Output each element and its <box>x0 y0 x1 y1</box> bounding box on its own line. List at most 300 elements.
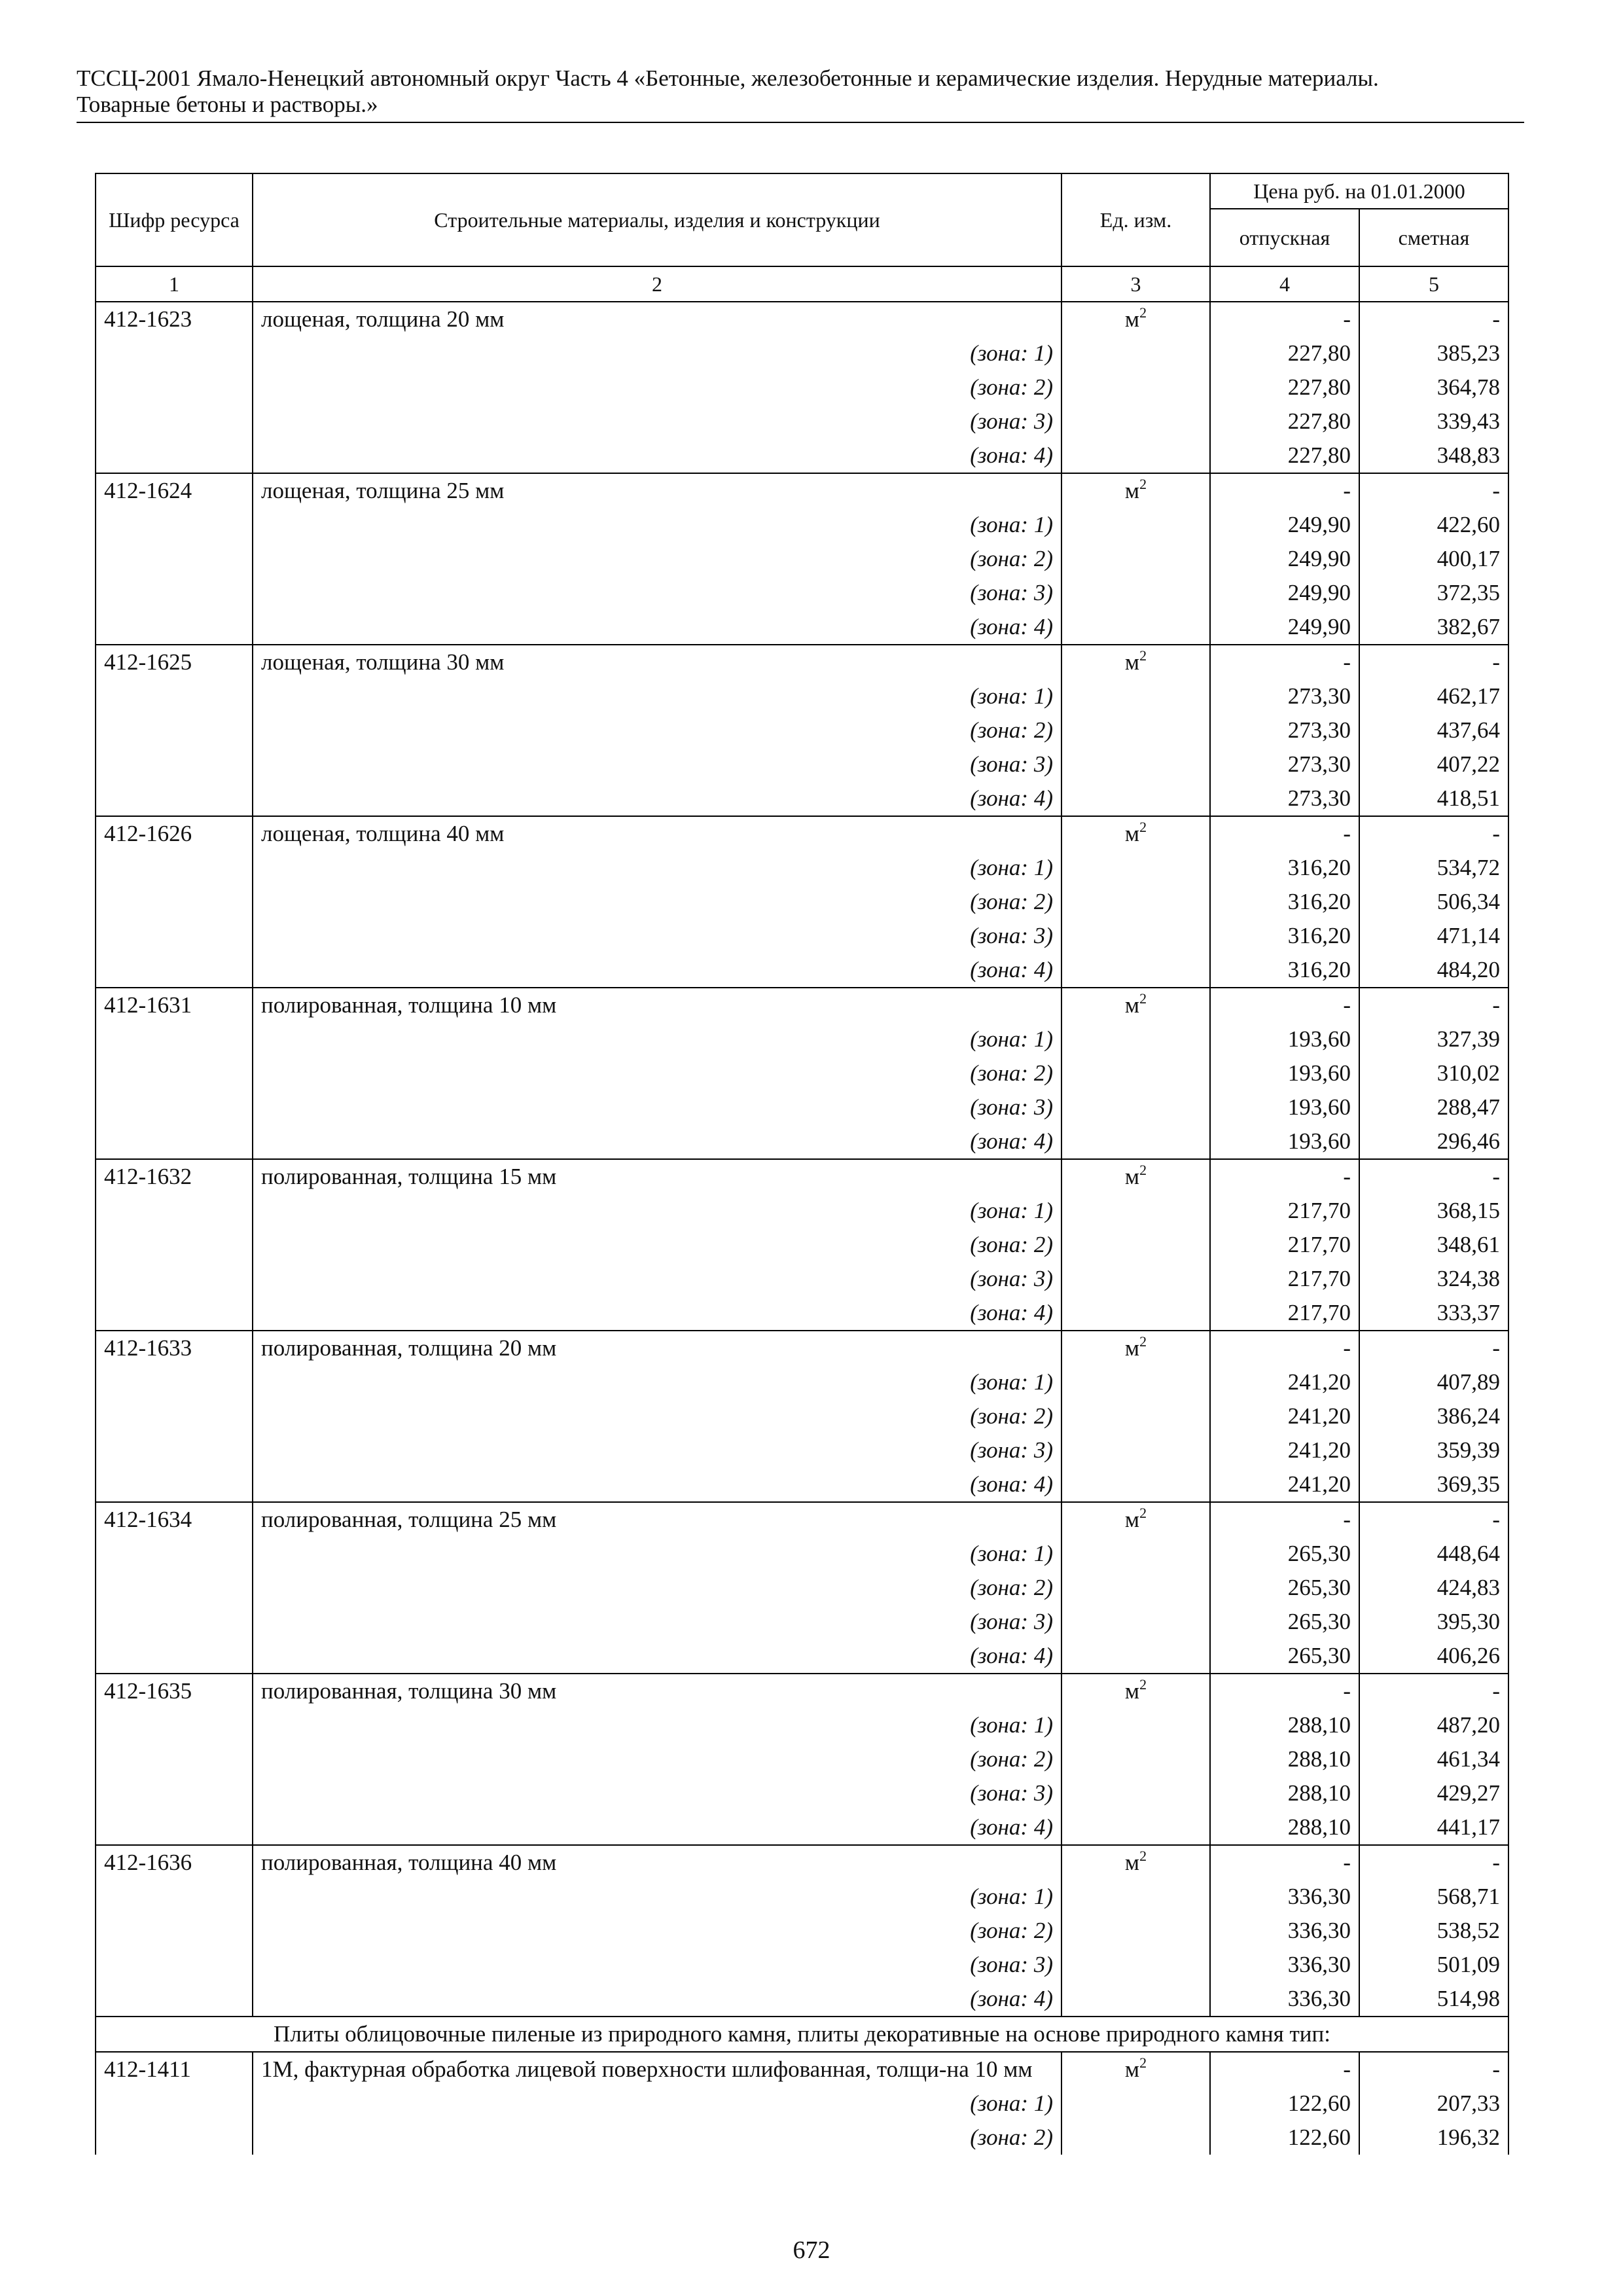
material-name: полированная, толщина 30 мм <box>253 1674 1061 1708</box>
material-name: полированная, толщина 10 мм <box>253 988 1061 1022</box>
empty-code-cell <box>96 576 253 610</box>
price-smetnaya: 327,39 <box>1359 1022 1508 1056</box>
empty-unit-cell <box>1061 508 1210 542</box>
table-row-item <box>96 473 1508 508</box>
price-smetnaya: - <box>1359 473 1508 508</box>
price-smetnaya: 471,14 <box>1359 919 1508 953</box>
resource-code: 412-1635 <box>96 1674 253 1708</box>
price-otpusknaya: 273,30 <box>1210 679 1359 713</box>
table-row-zone <box>96 919 1508 953</box>
price-otpusknaya: 241,20 <box>1210 1433 1359 1467</box>
empty-unit-cell <box>1061 781 1210 816</box>
material-name: лощеная, толщина 30 мм <box>253 645 1061 679</box>
price-otpusknaya: - <box>1210 1845 1359 1880</box>
price-smetnaya: - <box>1359 1845 1508 1880</box>
empty-code-cell <box>96 2121 253 2155</box>
empty-code-cell <box>96 1399 253 1433</box>
empty-unit-cell <box>1061 1433 1210 1467</box>
price-otpusknaya: 273,30 <box>1210 747 1359 781</box>
price-otpusknaya: - <box>1210 302 1359 336</box>
empty-code-cell <box>96 404 253 439</box>
price-otpusknaya: - <box>1210 1331 1359 1365</box>
price-smetnaya: 207,33 <box>1359 2087 1508 2121</box>
col-number-1: 1 <box>96 266 253 302</box>
price-smetnaya: 461,34 <box>1359 1742 1508 1776</box>
empty-unit-cell <box>1061 1605 1210 1639</box>
resource-code: 412-1623 <box>96 302 253 336</box>
material-name: полированная, толщина 15 мм <box>253 1159 1061 1194</box>
zone-label: (зона: 1) <box>253 1194 1061 1228</box>
resource-code: 412-1625 <box>96 645 253 679</box>
zone-label: (зона: 1) <box>253 1365 1061 1399</box>
empty-unit-cell <box>1061 1124 1210 1159</box>
table-row-section <box>96 2017 1508 2052</box>
zone-label: (зона: 1) <box>253 336 1061 370</box>
price-smetnaya: 506,34 <box>1359 885 1508 919</box>
table-row-zone <box>96 1537 1508 1571</box>
table-row-zone <box>96 1742 1508 1776</box>
price-otpusknaya: - <box>1210 645 1359 679</box>
empty-unit-cell <box>1061 1296 1210 1331</box>
price-otpusknaya: 193,60 <box>1210 1056 1359 1090</box>
resource-code: 412-1632 <box>96 1159 253 1194</box>
col-header-otpusknaya: отпускная <box>1210 209 1359 266</box>
unit-superscript: 2 <box>1139 304 1147 321</box>
col-header-code <box>96 173 253 266</box>
empty-code-cell <box>96 1262 253 1296</box>
empty-code-cell <box>96 1605 253 1639</box>
unit-symbol: м <box>1124 478 1140 503</box>
price-smetnaya: 288,47 <box>1359 1090 1508 1124</box>
price-smetnaya: 429,27 <box>1359 1776 1508 1810</box>
material-name: полированная, толщина 40 мм <box>253 1845 1061 1880</box>
table-row-zone <box>96 1124 1508 1159</box>
price-otpusknaya: 193,60 <box>1210 1090 1359 1124</box>
price-otpusknaya: 273,30 <box>1210 781 1359 816</box>
table-row-zone <box>96 1262 1508 1296</box>
unit-symbol: м <box>1124 2056 1140 2082</box>
empty-code-cell <box>96 919 253 953</box>
material-name: лощеная, толщина 20 мм <box>253 302 1061 336</box>
col-number-3: 3 <box>1061 266 1210 302</box>
zone-label: (зона: 4) <box>253 1810 1061 1845</box>
unit-cell <box>1061 473 1210 508</box>
price-otpusknaya: 336,30 <box>1210 1880 1359 1914</box>
price-otpusknaya: 217,70 <box>1210 1296 1359 1331</box>
price-smetnaya: 348,83 <box>1359 439 1508 473</box>
table-row-zone <box>96 781 1508 816</box>
table-row-zone <box>96 2087 1508 2121</box>
unit-cell <box>1061 988 1210 1022</box>
unit-superscript: 2 <box>1139 1333 1147 1350</box>
price-smetnaya: 395,30 <box>1359 1605 1508 1639</box>
zone-label: (зона: 3) <box>253 919 1061 953</box>
empty-unit-cell <box>1061 1708 1210 1742</box>
price-otpusknaya: 217,70 <box>1210 1194 1359 1228</box>
empty-unit-cell <box>1061 1742 1210 1776</box>
unit-superscript: 2 <box>1139 647 1147 664</box>
table-row-zone <box>96 1605 1508 1639</box>
price-table <box>95 173 1509 2155</box>
unit-superscript: 2 <box>1139 1848 1147 1864</box>
price-otpusknaya: 227,80 <box>1210 439 1359 473</box>
zone-label: (зона: 3) <box>253 1262 1061 1296</box>
empty-unit-cell <box>1061 1467 1210 1502</box>
price-otpusknaya: 265,30 <box>1210 1639 1359 1674</box>
zone-label: (зона: 1) <box>253 1022 1061 1056</box>
unit-cell <box>1061 1845 1210 1880</box>
zone-label: (зона: 3) <box>253 1776 1061 1810</box>
price-smetnaya: - <box>1359 2052 1508 2087</box>
unit-cell <box>1061 1502 1210 1537</box>
unit-symbol: м <box>1124 1507 1140 1532</box>
empty-unit-cell <box>1061 2121 1210 2155</box>
empty-code-cell <box>96 508 253 542</box>
price-otpusknaya: 227,80 <box>1210 370 1359 404</box>
unit-cell <box>1061 1159 1210 1194</box>
price-otpusknaya: 249,90 <box>1210 610 1359 645</box>
table-row-item <box>96 816 1508 851</box>
price-otpusknaya: 316,20 <box>1210 953 1359 988</box>
price-otpusknaya: 316,20 <box>1210 919 1359 953</box>
empty-code-cell <box>96 713 253 747</box>
zone-label: (зона: 1) <box>253 2087 1061 2121</box>
empty-unit-cell <box>1061 2087 1210 2121</box>
unit-symbol: м <box>1124 649 1140 675</box>
zone-label: (зона: 4) <box>253 781 1061 816</box>
zone-label: (зона: 4) <box>253 1124 1061 1159</box>
empty-unit-cell <box>1061 1880 1210 1914</box>
table-row-zone <box>96 610 1508 645</box>
price-smetnaya: 333,37 <box>1359 1296 1508 1331</box>
table-row-zone <box>96 713 1508 747</box>
price-otpusknaya: 227,80 <box>1210 336 1359 370</box>
price-smetnaya: 534,72 <box>1359 851 1508 885</box>
table-row-item <box>96 302 1508 336</box>
price-smetnaya: 568,71 <box>1359 1880 1508 1914</box>
empty-unit-cell <box>1061 1948 1210 1982</box>
material-name: 1М, фактурная обработка лицевой поверхности шлифованная, толщи-на 10 мм <box>253 2052 1061 2087</box>
table-row-zone <box>96 1948 1508 1982</box>
price-smetnaya: 385,23 <box>1359 336 1508 370</box>
material-name: лощеная, толщина 25 мм <box>253 473 1061 508</box>
price-smetnaya: 324,38 <box>1359 1262 1508 1296</box>
resource-code: 412-1631 <box>96 988 253 1022</box>
price-smetnaya: 407,89 <box>1359 1365 1508 1399</box>
col-header-smetnaya: сметная <box>1359 209 1508 266</box>
zone-label: (зона: 3) <box>253 1948 1061 1982</box>
price-smetnaya: 368,15 <box>1359 1194 1508 1228</box>
table-row-zone <box>96 1708 1508 1742</box>
table-row-zone <box>96 576 1508 610</box>
material-name: полированная, толщина 20 мм <box>253 1331 1061 1365</box>
table-row-zone <box>96 1639 1508 1674</box>
price-otpusknaya: 193,60 <box>1210 1022 1359 1056</box>
zone-label: (зона: 3) <box>253 1605 1061 1639</box>
zone-label: (зона: 2) <box>253 713 1061 747</box>
table-row-zone <box>96 1571 1508 1605</box>
empty-code-cell <box>96 1228 253 1262</box>
empty-unit-cell <box>1061 1399 1210 1433</box>
empty-unit-cell <box>1061 1262 1210 1296</box>
header-line-2: Товарные бетоны и растворы.» <box>77 92 378 117</box>
empty-code-cell <box>96 1742 253 1776</box>
empty-code-cell <box>96 1056 253 1090</box>
price-smetnaya: - <box>1359 988 1508 1022</box>
empty-unit-cell <box>1061 747 1210 781</box>
empty-code-cell <box>96 1537 253 1571</box>
empty-code-cell <box>96 1467 253 1502</box>
resource-code: 412-1411 <box>96 2052 253 2087</box>
zone-label: (зона: 4) <box>253 1639 1061 1674</box>
empty-unit-cell <box>1061 610 1210 645</box>
resource-code: 412-1626 <box>96 816 253 851</box>
price-otpusknaya: 265,30 <box>1210 1537 1359 1571</box>
zone-label: (зона: 1) <box>253 679 1061 713</box>
empty-code-cell <box>96 781 253 816</box>
material-name: лощеная, толщина 40 мм <box>253 816 1061 851</box>
unit-superscript: 2 <box>1139 1505 1147 1521</box>
price-otpusknaya: 249,90 <box>1210 576 1359 610</box>
unit-symbol: м <box>1124 1678 1140 1704</box>
zone-label: (зона: 2) <box>253 2121 1061 2155</box>
empty-unit-cell <box>1061 919 1210 953</box>
empty-unit-cell <box>1061 885 1210 919</box>
table-row-zone <box>96 953 1508 988</box>
empty-unit-cell <box>1061 1537 1210 1571</box>
empty-code-cell <box>96 1124 253 1159</box>
table-row-zone <box>96 747 1508 781</box>
price-otpusknaya: 217,70 <box>1210 1262 1359 1296</box>
price-smetnaya: 538,52 <box>1359 1914 1508 1948</box>
price-table-header <box>96 173 1508 302</box>
price-smetnaya: 448,64 <box>1359 1537 1508 1571</box>
zone-label: (зона: 3) <box>253 1090 1061 1124</box>
unit-cell <box>1061 816 1210 851</box>
price-smetnaya: 359,39 <box>1359 1433 1508 1467</box>
price-smetnaya: - <box>1359 645 1508 679</box>
empty-unit-cell <box>1061 542 1210 576</box>
price-smetnaya: 348,61 <box>1359 1228 1508 1262</box>
zone-label: (зона: 2) <box>253 885 1061 919</box>
price-otpusknaya: 265,30 <box>1210 1605 1359 1639</box>
empty-code-cell <box>96 1708 253 1742</box>
price-otpusknaya: - <box>1210 1159 1359 1194</box>
unit-superscript: 2 <box>1139 2054 1147 2071</box>
table-row-zone <box>96 1296 1508 1331</box>
col-header-unit-label: Ед. изм. <box>1099 208 1172 232</box>
price-otpusknaya: 288,10 <box>1210 1708 1359 1742</box>
col-header-unit <box>1061 173 1210 266</box>
empty-code-cell <box>96 1914 253 1948</box>
table-row-zone <box>96 1056 1508 1090</box>
col-header-name <box>253 173 1061 266</box>
table-row-item <box>96 645 1508 679</box>
table-row-zone <box>96 370 1508 404</box>
zone-label: (зона: 2) <box>253 1056 1061 1090</box>
price-smetnaya: - <box>1359 1159 1508 1194</box>
empty-code-cell <box>96 1880 253 1914</box>
empty-code-cell <box>96 370 253 404</box>
unit-symbol: м <box>1124 821 1140 846</box>
unit-superscript: 2 <box>1139 990 1147 1007</box>
page-number: 672 <box>793 2236 830 2264</box>
unit-symbol: м <box>1124 1850 1140 1875</box>
zone-label: (зона: 2) <box>253 1228 1061 1262</box>
price-otpusknaya: - <box>1210 816 1359 851</box>
table-row-zone <box>96 679 1508 713</box>
table-row-zone <box>96 508 1508 542</box>
table-row-item <box>96 2052 1508 2087</box>
col-number-4: 4 <box>1210 266 1359 302</box>
price-otpusknaya: - <box>1210 988 1359 1022</box>
empty-code-cell <box>96 1433 253 1467</box>
price-smetnaya: 369,35 <box>1359 1467 1508 1502</box>
zone-label: (зона: 2) <box>253 1571 1061 1605</box>
price-otpusknaya: 241,20 <box>1210 1467 1359 1502</box>
price-otpusknaya: 336,30 <box>1210 1982 1359 2017</box>
price-otpusknaya: 336,30 <box>1210 1948 1359 1982</box>
zone-label: (зона: 4) <box>253 610 1061 645</box>
empty-code-cell <box>96 747 253 781</box>
empty-unit-cell <box>1061 336 1210 370</box>
empty-code-cell <box>96 336 253 370</box>
document-header <box>77 65 1524 118</box>
empty-unit-cell <box>1061 1056 1210 1090</box>
empty-unit-cell <box>1061 1639 1210 1674</box>
table-row-zone <box>96 1810 1508 1845</box>
empty-unit-cell <box>1061 1571 1210 1605</box>
empty-unit-cell <box>1061 1914 1210 1948</box>
price-otpusknaya: - <box>1210 2052 1359 2087</box>
table-row-zone <box>96 1399 1508 1433</box>
empty-code-cell <box>96 2087 253 2121</box>
empty-code-cell <box>96 1090 253 1124</box>
price-smetnaya: 382,67 <box>1359 610 1508 645</box>
header-line-1: ТССЦ-2001 Ямало-Ненецкий автономный округ Часть 4 «Бетонные, железобетонные и керамические изделия. Нерудные материалы. <box>77 65 1379 91</box>
zone-label: (зона: 1) <box>253 851 1061 885</box>
empty-code-cell <box>96 953 253 988</box>
resource-code: 412-1624 <box>96 473 253 508</box>
table-row-zone <box>96 542 1508 576</box>
table-row-item <box>96 1159 1508 1194</box>
empty-unit-cell <box>1061 576 1210 610</box>
table-row-item <box>96 988 1508 1022</box>
price-smetnaya: 462,17 <box>1359 679 1508 713</box>
resource-code: 412-1633 <box>96 1331 253 1365</box>
zone-label: (зона: 2) <box>253 370 1061 404</box>
price-smetnaya: 372,35 <box>1359 576 1508 610</box>
table-row-zone <box>96 1433 1508 1467</box>
zone-label: (зона: 1) <box>253 1708 1061 1742</box>
col-number-5: 5 <box>1359 266 1508 302</box>
table-row-item <box>96 1502 1508 1537</box>
empty-code-cell <box>96 1296 253 1331</box>
table-row-zone <box>96 1982 1508 2017</box>
unit-superscript: 2 <box>1139 1162 1147 1178</box>
unit-symbol: м <box>1124 1164 1140 1189</box>
unit-symbol: м <box>1124 306 1140 332</box>
table-row-zone <box>96 1022 1508 1056</box>
unit-symbol: м <box>1124 1335 1140 1361</box>
empty-unit-cell <box>1061 1194 1210 1228</box>
table-row-zone <box>96 1467 1508 1502</box>
price-otpusknaya: 265,30 <box>1210 1571 1359 1605</box>
empty-code-cell <box>96 679 253 713</box>
price-otpusknaya: 316,20 <box>1210 885 1359 919</box>
price-otpusknaya: 273,30 <box>1210 713 1359 747</box>
unit-superscript: 2 <box>1139 819 1147 835</box>
table-row-zone <box>96 1194 1508 1228</box>
table-row-item <box>96 1845 1508 1880</box>
unit-superscript: 2 <box>1139 1676 1147 1693</box>
empty-unit-cell <box>1061 439 1210 473</box>
empty-code-cell <box>96 885 253 919</box>
table-row-item <box>96 1674 1508 1708</box>
empty-unit-cell <box>1061 1022 1210 1056</box>
zone-label: (зона: 2) <box>253 1742 1061 1776</box>
price-otpusknaya: - <box>1210 1502 1359 1537</box>
empty-code-cell <box>96 1194 253 1228</box>
empty-code-cell <box>96 542 253 576</box>
price-otpusknaya: 241,20 <box>1210 1399 1359 1433</box>
price-smetnaya: 407,22 <box>1359 747 1508 781</box>
price-smetnaya: 422,60 <box>1359 508 1508 542</box>
empty-code-cell <box>96 610 253 645</box>
zone-label: (зона: 4) <box>253 439 1061 473</box>
table-row-zone <box>96 1090 1508 1124</box>
price-otpusknaya: 227,80 <box>1210 404 1359 439</box>
price-smetnaya: 196,32 <box>1359 2121 1508 2155</box>
table-row-zone <box>96 439 1508 473</box>
price-smetnaya: 418,51 <box>1359 781 1508 816</box>
zone-label: (зона: 1) <box>253 508 1061 542</box>
empty-unit-cell <box>1061 1365 1210 1399</box>
price-smetnaya: 441,17 <box>1359 1810 1508 1845</box>
col-header-code-label: Шифр ресурса <box>109 208 240 232</box>
price-otpusknaya: 241,20 <box>1210 1365 1359 1399</box>
price-otpusknaya: 217,70 <box>1210 1228 1359 1262</box>
empty-code-cell <box>96 1571 253 1605</box>
zone-label: (зона: 4) <box>253 1296 1061 1331</box>
price-smetnaya: 310,02 <box>1359 1056 1508 1090</box>
table-row-zone <box>96 1776 1508 1810</box>
empty-unit-cell <box>1061 679 1210 713</box>
zone-label: (зона: 1) <box>253 1537 1061 1571</box>
zone-label: (зона: 3) <box>253 404 1061 439</box>
table-row-zone <box>96 1228 1508 1262</box>
empty-code-cell <box>96 1365 253 1399</box>
price-otpusknaya: - <box>1210 1674 1359 1708</box>
empty-unit-cell <box>1061 1810 1210 1845</box>
price-smetnaya: 406,26 <box>1359 1639 1508 1674</box>
unit-cell <box>1061 1674 1210 1708</box>
price-otpusknaya: 122,60 <box>1210 2087 1359 2121</box>
table-row-zone <box>96 885 1508 919</box>
section-title: Плиты облицовочные пиленые из природного камня, плиты декоративные на основе природного камня тип: <box>96 2017 1508 2052</box>
price-otpusknaya: 249,90 <box>1210 542 1359 576</box>
empty-code-cell <box>96 1810 253 1845</box>
table-row-zone <box>96 2121 1508 2155</box>
price-smetnaya: - <box>1359 302 1508 336</box>
price-otpusknaya: 122,60 <box>1210 2121 1359 2155</box>
empty-unit-cell <box>1061 1090 1210 1124</box>
empty-code-cell <box>96 1948 253 1982</box>
price-smetnaya: 386,24 <box>1359 1399 1508 1433</box>
empty-unit-cell <box>1061 713 1210 747</box>
unit-superscript: 2 <box>1139 476 1147 492</box>
table-row-item <box>96 1331 1508 1365</box>
